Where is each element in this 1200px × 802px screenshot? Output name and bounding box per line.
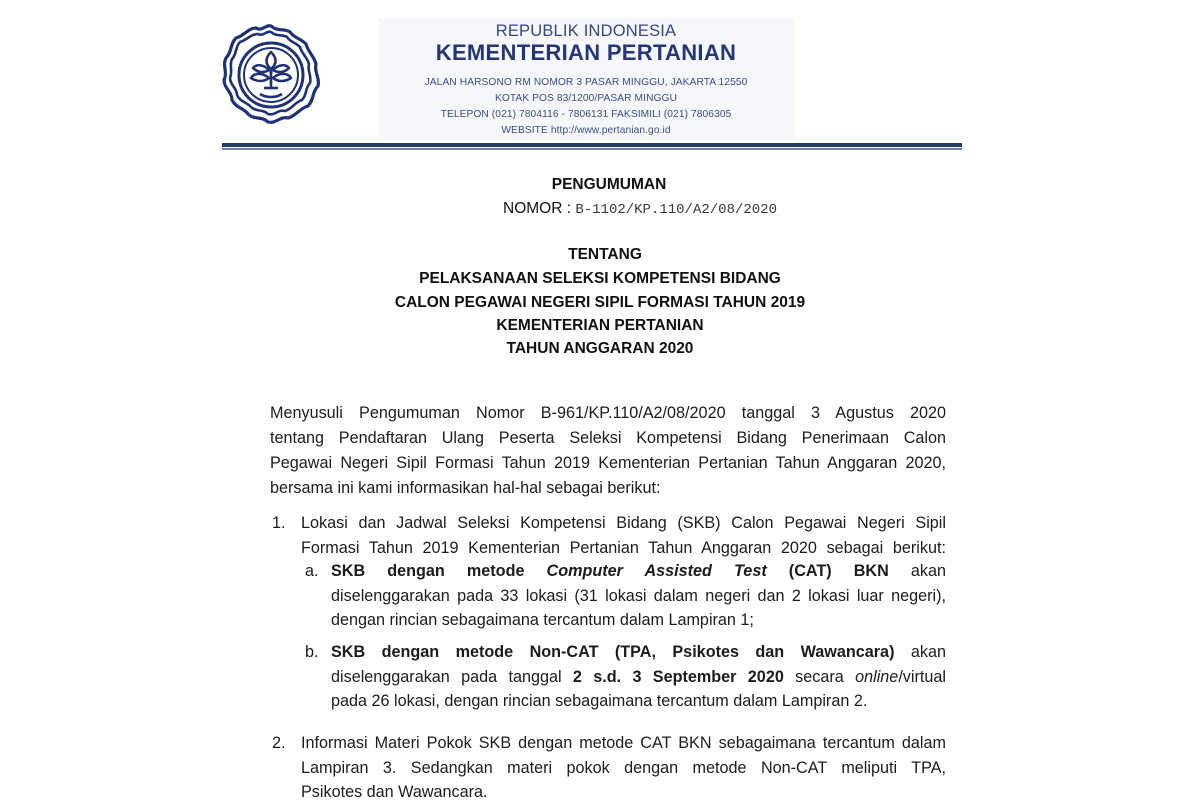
letterhead-country: REPUBLIK INDONESIA	[495, 22, 677, 40]
subject-line: KEMENTERIAN PERTANIAN	[496, 317, 704, 334]
sub-item-b-line	[331, 667, 946, 687]
ministry-seal-plant-icon	[218, 22, 324, 128]
sub-item-b-line: pada 26 lokasi, dengan rincian sebagaimana tercantum dalam Lampiran 2.	[331, 692, 868, 710]
plain-text: akan	[888, 562, 946, 580]
announcement-number	[0, 200, 1200, 218]
letterhead-ministry-name: KEMENTERIAN PERTANIAN	[435, 40, 737, 65]
bold-text: (CAT) BKN	[766, 562, 889, 580]
announcement-number-label: NOMOR :	[503, 200, 576, 217]
plain-text: /virtual	[898, 668, 946, 686]
letterhead-website-line: WEBSITE http://www.pertanian.go.id	[501, 125, 671, 136]
intro-paragraph-line: Menyusuli Pengumuman Nomor B-961/KP.110/A2/08/2020 tanggal 3 Agustus 2020	[270, 404, 946, 422]
sub-item-marker: b.	[305, 643, 319, 661]
list-item-text-line: Lampiran 3. Sedangkan materi pokok dengan metode Non-CAT meliputi TPA,	[301, 759, 946, 777]
subject-line: PELAKSANAAN SELEKSI KOMPETENSI BIDANG	[419, 270, 781, 287]
announcement-number-value: B-1102/KP.110/A2/08/2020	[575, 202, 777, 218]
plain-text: diselenggarakan pada tanggal	[331, 668, 573, 686]
plain-text: akan	[894, 643, 946, 661]
intro-paragraph-line: Pegawai Negeri Sipil Formasi Tahun 2019 Kementerian Pertanian Tahun Anggaran 2020,	[270, 454, 946, 472]
bold-text: SKB dengan metode	[331, 562, 547, 580]
list-item-number: 1.	[272, 514, 286, 532]
bold-italic-text: Computer Assisted Test	[546, 562, 767, 580]
list-item-text-line: Psikotes dan Wawancara.	[301, 783, 488, 801]
intro-paragraph-line: tentang Pendaftaran Ulang Peserta Seleksi Kompetensi Bidang Penerimaan Calon	[270, 429, 946, 447]
letterhead-phone-line: TELEPON (021) 7804116 - 7806131 FAKSIMILI (021) 7806305	[440, 109, 732, 120]
letterhead-po-box-line: KOTAK POS 83/1200/PASAR MINGGU	[494, 93, 678, 104]
italic-text: online	[855, 668, 899, 686]
intro-paragraph-line: bersama ini kami informasikan hal-hal sebagai berikut:	[270, 479, 661, 497]
bold-text: 2 s.d. 3 September 2020	[572, 668, 784, 686]
list-item-number: 2.	[272, 734, 286, 752]
sub-item-a-line: dengan rincian sebagaimana tercantum dalam Lampiran 1;	[331, 611, 754, 629]
announcement-title: PENGUMUMAN	[551, 176, 667, 193]
list-item-text-line: Informasi Materi Pokok SKB dengan metode CAT BKN sebagaimana tercantum dalam	[301, 734, 946, 752]
sub-item-b-line	[331, 642, 946, 662]
list-item-text-line: Lokasi dan Jadwal Seleksi Kompetensi Bidang (SKB) Calon Pegawai Negeri Sipil	[301, 514, 946, 532]
subject-line: CALON PEGAWAI NEGERI SIPIL FORMASI TAHUN 2019	[394, 294, 806, 311]
sub-item-marker: a.	[305, 562, 319, 580]
list-item-text-line: Formasi Tahun 2019 Kementerian Pertanian Tahun Anggaran 2020 sebagai berikut:	[301, 539, 946, 557]
letterhead-divider-thin	[222, 148, 962, 150]
subject-line: TAHUN ANGGARAN 2020	[506, 340, 694, 357]
subject-line: TENTANG	[568, 246, 642, 263]
sub-item-a-line	[331, 561, 946, 581]
bold-text: SKB dengan metode Non-CAT (TPA, Psikotes dan Wawancara)	[331, 643, 895, 661]
plain-text: secara	[783, 668, 856, 686]
letterhead-address-line: JALAN HARSONO RM NOMOR 3 PASAR MINGGU, JAKARTA 12550	[424, 77, 748, 88]
sub-item-a-line: diselenggarakan pada 33 lokasi (31 lokasi dalam negeri dan 2 lokasi luar negeri),	[331, 587, 946, 605]
letterhead-divider-thick	[222, 143, 962, 147]
